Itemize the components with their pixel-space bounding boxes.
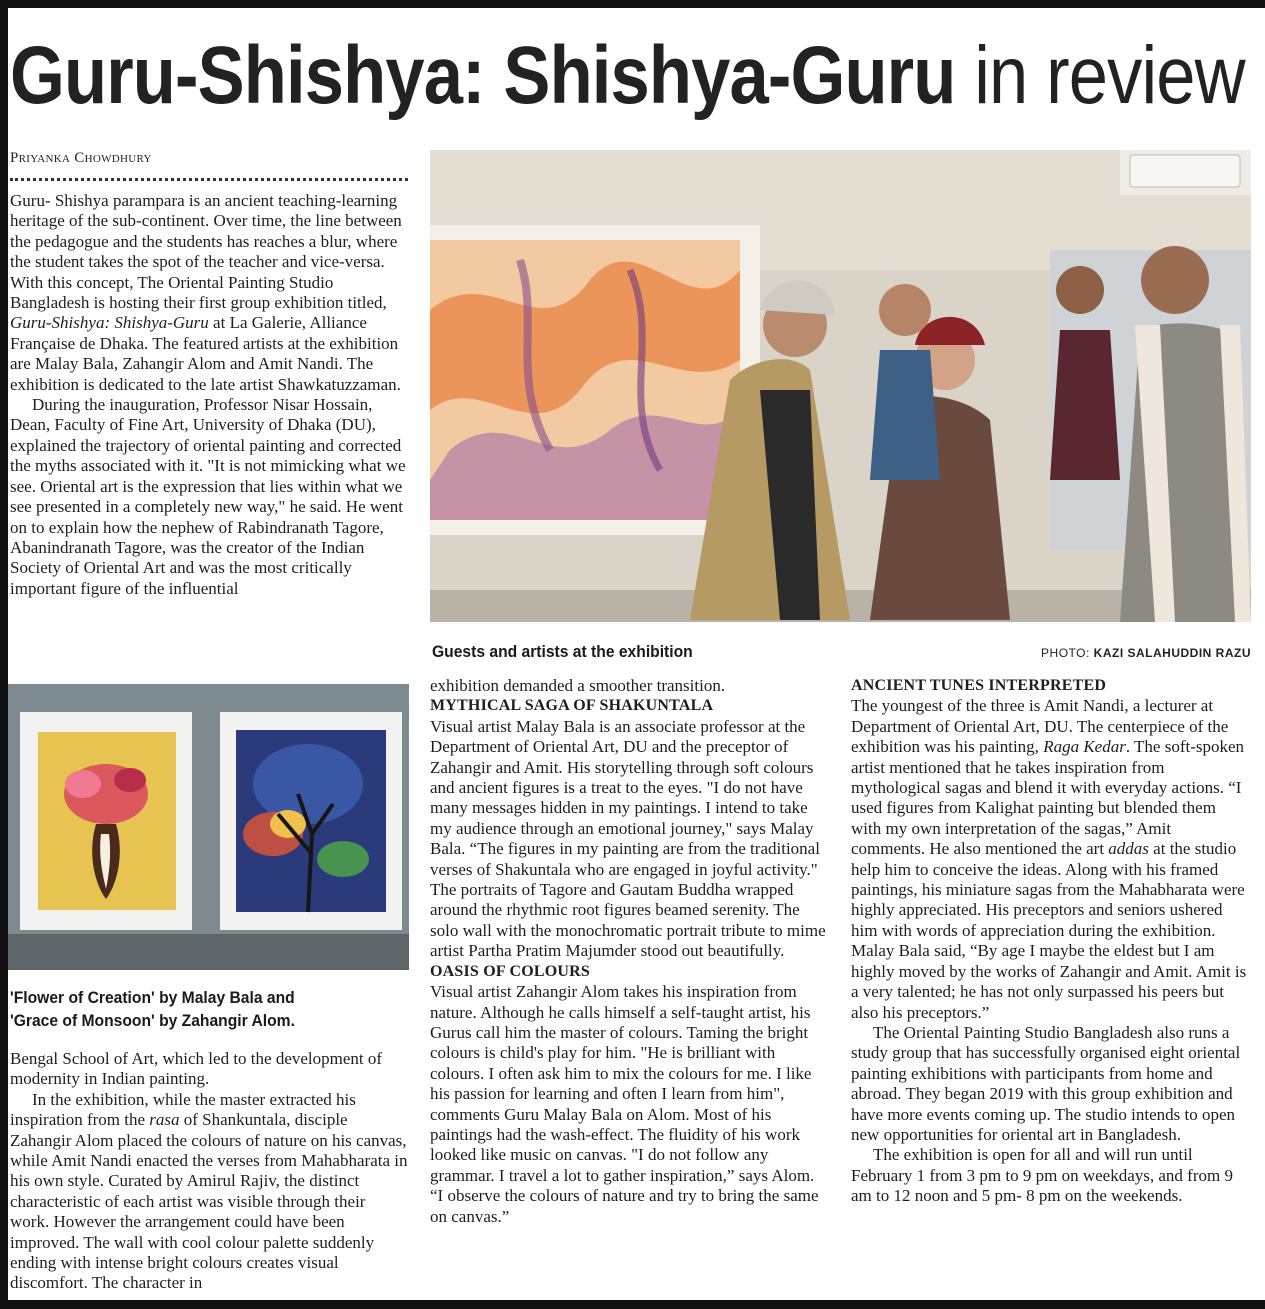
middle-column-text [430, 676, 828, 1227]
paragraph-text: Guru- Shishya parampara is an ancient teaching-learning heritage of the sub-continent. Over time, the line between the pedagogue and the students has reaches a blur, where the student takes the spot of the teacher and vice-versa. With this concept, The Oriental Painting Studio Bangladesh is hosting their first group exhibition titled, [10, 191, 402, 313]
paragraph-text: Visual artist Malay Bala is an associate professor at the Department of Oriental Art, DU and the preceptor of Zahangir and Amit. His storytelling through soft colours and ancient figures is a treat to the eyes. "I do not have many messages hidden in my paintings. I intend to take my audience through an emotional journey," says Malay Bala. “The figures in my painting are from the traditional verses of Shakuntala who are engaged in joyful activity." The portraits of Tagore and Gautam Buddha wrapped around the rhythmic root figures beamed serenity. The solo wall with the monochromatic portrait tribute to mime artist Partha Pratim Majumder stood out beautifully. [430, 716, 826, 961]
section-heading: MYTHICAL SAGA OF SHAKUNTALA [430, 697, 714, 715]
paragraph-text: . The soft-spoken artist mentioned that he takes inspiration from mythological sagas and blend it with everyday actions. “I used figures from Kalighat painting but blended them with my own interpretation of the sagas,” Amit comments. He also mentioned the art [851, 737, 1245, 859]
main-photo-caption: Guests and artists at the exhibition [432, 642, 693, 661]
italic-text: Guru-Shishya: Shishya-Guru [10, 313, 209, 333]
right-column-text [851, 676, 1249, 1207]
paragraph-text: at La Galerie, Alliance Française de Dhaka. The featured artists at the exhibition are Malay Bala, Zahangir Alom and Amit Nandi. The exhibition is dedicated to the late artist Shawkatuzzaman. [10, 313, 401, 394]
paragraph-text: Bengal School of Art, which led to the development of modernity in Indian painting. [10, 1049, 383, 1089]
italic-text: Raga Kedar [1043, 737, 1126, 757]
section-heading: ANCIENT TUNES INTERPRETED [851, 677, 1107, 694]
paintings-photo-illustration [8, 684, 409, 970]
page-left-border [0, 0, 8, 1309]
paragraph-text: The exhibition is open for all and will run until February 1 from 3 pm to 9 pm on weekdays, and from 9 am to 12 noon and 5 pm- 8 pm on the weekends. [851, 1145, 1233, 1206]
paintings-caption-line-1: 'Flower of Creation' by Malay Bala and [10, 988, 295, 1007]
article-paragraph [10, 191, 408, 395]
paintings-caption-line-2: 'Grace of Monsoon' by Zahangir Alom. [10, 1011, 295, 1030]
paragraph-text: at the studio help him to conceive the ideas. Along with his framed paintings, his miniature sagas from the Mahabharata were highly appreciated. His preceptors and seniors ushered him with words of appreciation during the exhibition. Malay Bala said, “By age I maybe the eldest but I am highly moved by the works of Zahangir and Amit. Amit is a very talented; he has not only surpassed his peers but also his preceptors.” [851, 839, 1247, 1022]
headline-suffix: in review [974, 30, 1245, 121]
article-paragraph [10, 395, 408, 599]
italic-text: rasa [149, 1110, 180, 1130]
exhibition-photo-illustration [430, 150, 1251, 622]
paragraph-text: exhibition demanded a smoother transition. [430, 676, 726, 695]
byline: Priyanka Chowdhury [10, 150, 152, 166]
headline [10, 28, 1245, 124]
article-paragraph [851, 1145, 1249, 1206]
paragraph-text: During the inauguration, Professor Nisar Hossain, Dean, Faculty of Fine Art, University of Dhaka (DU), explained the trajectory of oriental painting and corrected the myths associated with it. "It is not mimicking what we see. Oriental art is the expression that lies within what we see presented in a completely new way," he said. He went on to explain how the nephew of Rabindranath Tagore, Abanindranath Tagore, was the creator of the Indian Society of Oriental Art and was the most critically important figure of the influential [10, 395, 406, 598]
headline-main: Guru-Shishya: Shishya-Guru [10, 30, 956, 121]
photo-credit-name: KAZI SALAHUDDIN RAZU [1093, 646, 1251, 660]
left-column-top-text [10, 191, 408, 599]
page-top-border [0, 0, 1265, 8]
paragraph-text: In the exhibition, while the master extracted his inspiration from the [10, 1089, 356, 1130]
exhibition-photo [430, 150, 1251, 622]
italic-text: addas [1108, 839, 1149, 859]
paragraph-text: Visual artist Zahangir Alom takes his inspiration from nature. Although he calls himself a self-taught artist, his Gurus call him the master of colours. Taming the bright colours is child's play for him. "He is brilliant with colours. I often ask him to mix the colours for me. I like his passion for learning and often I learn from him", comments Guru Malay Bala on Alom. Most of his paintings had the wash-effect. The fluidity of his work looked like music on canvas. "I do not follow any grammar. I travel a lot to gather inspiration,” says Alom. “I observe the colours of nature and try to bring the same on canvas.” [430, 982, 819, 1226]
paragraph-text: The Oriental Painting Studio Bangladesh also runs a study group that has successfully organised eight oriental painting exhibitions with participants from home and abroad. They began 2019 with this group exhibition and have more events coming up. The studio intends to open new opportunities for oriental art in Bangladesh. [851, 1022, 1241, 1144]
section-heading: OASIS OF COLOURS [430, 962, 590, 980]
paragraph-text: The youngest of the three is Amit Nandi, a lecturer at Department of Oriental Art, DU. The centerpiece of the exhibition was his painting, [851, 696, 1229, 757]
article-paragraph [10, 1049, 408, 1090]
article-paragraph [851, 696, 1249, 1023]
byline-divider [10, 178, 408, 181]
article-paragraph [10, 1090, 408, 1294]
article-paragraph [430, 717, 828, 962]
article-paragraph [430, 676, 828, 696]
paragraph-text: of Shankuntala, disciple Zahangir Alom placed the colours of nature on his canvas, while Amit Nandi enacted the verses from Mahabharata in his own style. Curated by Amirul Rajiv, the distinct characteristic of each artist was visible through their work. However the arrangement could have been improved. The wall with cool colour palette suddenly ending with intense bright colours creates visual discomfort. The character in [10, 1110, 408, 1293]
page-bottom-border [0, 1300, 1265, 1309]
paintings-photo-caption [10, 986, 295, 1032]
left-column-bottom-text [10, 1049, 408, 1294]
article-paragraph [430, 982, 828, 1227]
photo-credit [1041, 646, 1251, 660]
article-paragraph [851, 1023, 1249, 1145]
photo-credit-label: PHOTO: [1041, 646, 1090, 660]
paintings-photo [8, 684, 409, 970]
